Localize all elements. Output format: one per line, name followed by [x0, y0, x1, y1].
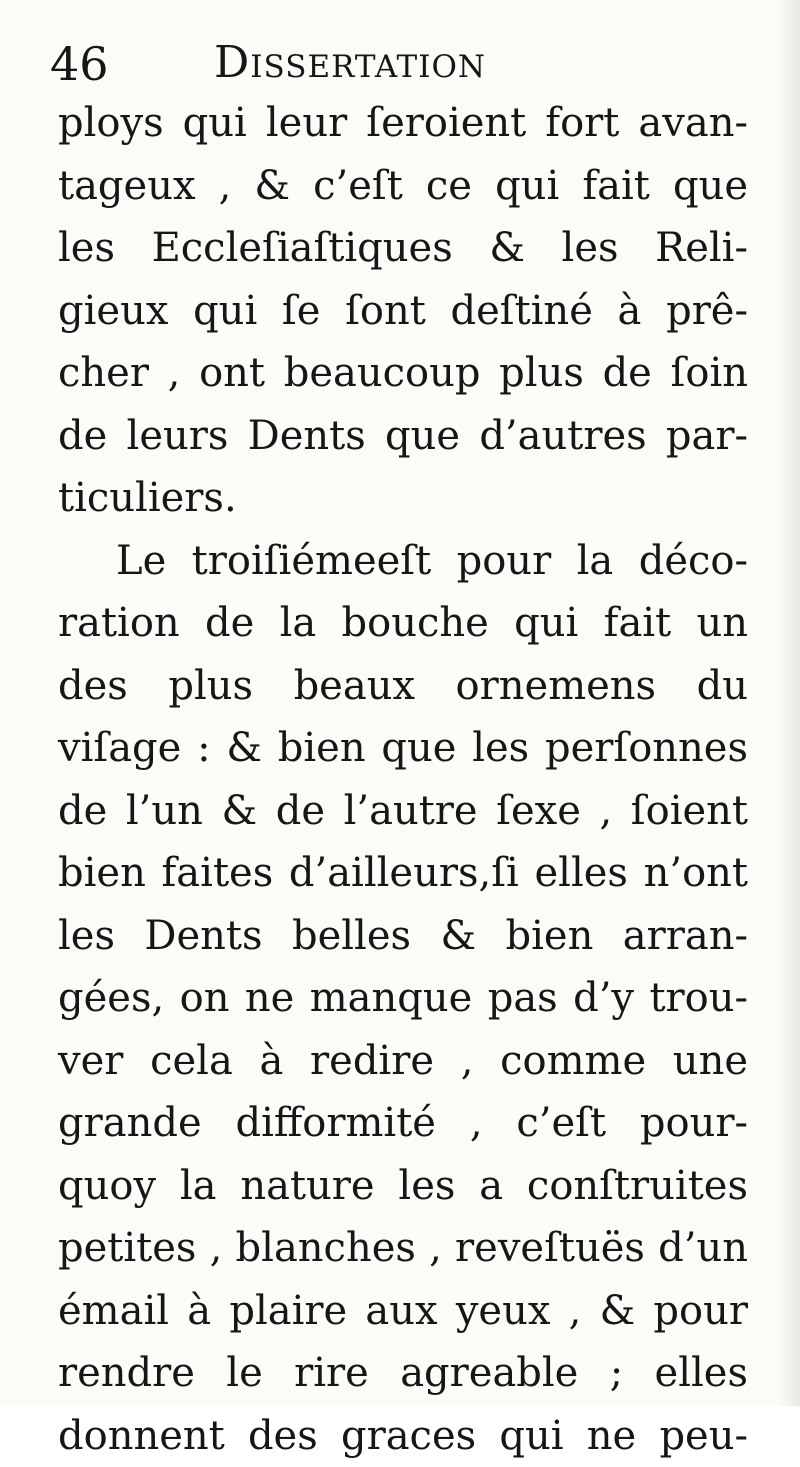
paragraph-first-line: Le troiſiémeeſt pour la déco- [58, 530, 748, 593]
text-line: petites , blanches , reveſtuës d’un [58, 1217, 748, 1280]
text-line: quoy la nature les a conſtruites [58, 1155, 748, 1218]
text-line: de leurs Dents que d’autres par- [58, 405, 748, 468]
text-line: de l’un & de l’autre ſexe , ſoient [58, 780, 748, 843]
text-line: gées, on ne manque pas d’y trou- [58, 967, 748, 1030]
text-line: tageux , & c’eſt ce qui fait que [58, 155, 748, 218]
text-line: ver cela à redire , comme une [58, 1030, 748, 1093]
text-line: émail à plaire aux yeux , & pour [58, 1280, 748, 1343]
text-line: les Dents belles & bien arran- [58, 905, 748, 968]
text-line: ploys qui leur ſeroient fort avan- [58, 92, 748, 155]
text-line: cher , ont beaucoup plus de ſoin [58, 342, 748, 405]
text-line: les Eccleſiaſtiques & les Reli- [58, 217, 748, 280]
text-line: bien faites d’ailleurs,ſi elles n’ont [58, 842, 748, 905]
running-header [50, 22, 750, 102]
text-line: ticuliers. [58, 467, 748, 530]
body-text [58, 92, 748, 1467]
text-line: donnent des graces qui ne peu- [58, 1405, 748, 1467]
text-line: viſage : & bien que les perſonnes [58, 717, 748, 780]
text-line: gieux qui ſe ſont deſtiné à prê- [58, 280, 748, 343]
page-number: 46 [50, 34, 109, 94]
text-line: rendre le rire agreable ; elles [58, 1342, 748, 1405]
text-line: des plus beaux ornemens du [58, 655, 748, 718]
text-line: ration de la bouche qui fait un [58, 592, 748, 655]
page-edge-shadow [778, 0, 800, 1406]
running-title: Dissertation [214, 32, 486, 94]
text-line: grande difformité , c’eſt pour- [58, 1092, 748, 1155]
